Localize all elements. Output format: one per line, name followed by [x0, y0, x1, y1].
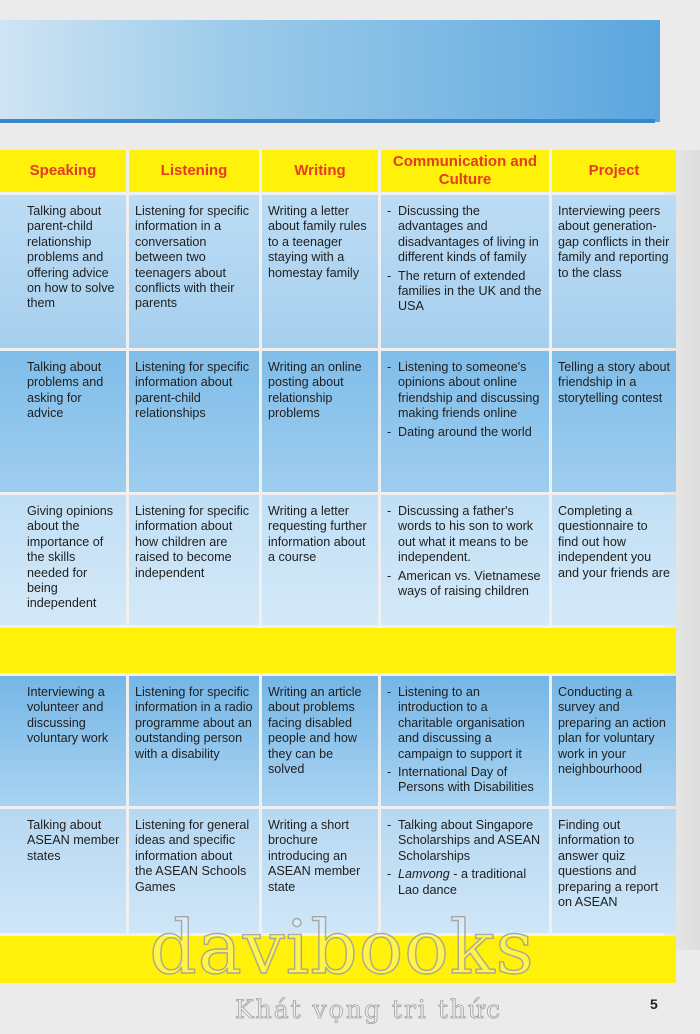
- table-cell-project: Completing a questionnaire to find out how independent you and your friends are: [552, 495, 676, 625]
- table-cell-writing: Writing an online posting about relationship problems: [262, 351, 378, 492]
- list-item: - Listening to an introduction to a charitable organisation and discussing a campaign to support it: [387, 685, 543, 762]
- list-item: - Discussing the advantages and disadvantages of living in different kinds of family: [387, 204, 543, 266]
- list-item: - Dating around the world: [387, 425, 543, 440]
- header-listening: Listening: [129, 150, 259, 192]
- table-cell-speaking: Talking about parent-child relationship problems and offering advice on how to solve them: [0, 195, 126, 348]
- page-number: 5: [650, 996, 658, 1012]
- table-cell-project: Conducting a survey and preparing an action plan for voluntary work in your neighbourhood: [552, 676, 676, 806]
- syllabus-table: [0, 150, 671, 962]
- table-cell-speaking: Interviewing a volunteer and discussing voluntary work: [0, 676, 126, 806]
- header-communication: Communication and Culture: [381, 150, 549, 192]
- header-speaking: Speaking: [0, 150, 126, 192]
- list-item: - International Day of Persons with Disabilities: [387, 765, 543, 796]
- list-item: - American vs. Vietnamese ways of raising children: [387, 569, 543, 600]
- table-cell-speaking: Talking about problems and asking for advice: [0, 351, 126, 492]
- table-cell-listening: Listening for specific information in a radio programme about an outstanding person with a disability: [129, 676, 259, 806]
- table-cell-project: Interviewing peers about generation-gap conflicts in their family and reporting to the class: [552, 195, 676, 348]
- table-cell-communication: [381, 676, 549, 806]
- table-cell-writing: Writing a letter about family rules to a teenager staying with a homestay family: [262, 195, 378, 348]
- table-cell-listening: Listening for specific information about how children are raised to become independent: [129, 495, 259, 625]
- table-cell-listening: Listening for general ideas and specific information about the ASEAN Schools Games: [129, 809, 259, 933]
- table-cell-project: Finding out information to answer quiz questions and preparing a report on ASEAN: [552, 809, 676, 933]
- watermark-logo: davibooks: [149, 905, 535, 991]
- top-banner: [0, 20, 660, 122]
- dance-name: Lamvong: [398, 867, 450, 882]
- review-band: [0, 628, 676, 673]
- watermark-tagline: Khát vọng tri thức: [235, 995, 503, 1024]
- table-cell-communication: [381, 195, 549, 348]
- header-writing: Writing: [262, 150, 378, 192]
- list-item: - The return of extended families in the UK and the USA: [387, 269, 543, 315]
- list-item: - Discussing a father's words to his son to work out what it means to be independent.: [387, 504, 543, 566]
- table-cell-project: Telling a story about friendship in a storytelling contest: [552, 351, 676, 492]
- dance-description: - a traditional Lao dance: [398, 867, 527, 897]
- table-cell-speaking: Talking about ASEAN member states: [0, 809, 126, 933]
- table-cell-writing: Writing a letter requesting further information about a course: [262, 495, 378, 625]
- table-cell-writing: Writing a short brochure introducing an ASEAN member state: [262, 809, 378, 933]
- top-rule: [0, 119, 655, 123]
- table-cell-writing: Writing an article about problems facing disabled people and how they can be solved: [262, 676, 378, 806]
- table-cell-listening: Listening for specific information about parent-child relationships: [129, 351, 259, 492]
- table-cell-communication: [381, 351, 549, 492]
- header-project: Project: [552, 150, 676, 192]
- table-cell-speaking: Giving opinions about the importance of the skills needed for being independent: [0, 495, 126, 625]
- table-cell-communication: [381, 495, 549, 625]
- table-cell-listening: Listening for specific information in a conversation between two teenagers about conflicts with their parents: [129, 195, 259, 348]
- list-item: - Listening to someone's opinions about online friendship and discussing making friends online: [387, 360, 543, 422]
- list-item: - Talking about Singapore Scholarships and ASEAN Scholarships: [387, 818, 543, 864]
- list-item: [387, 867, 543, 898]
